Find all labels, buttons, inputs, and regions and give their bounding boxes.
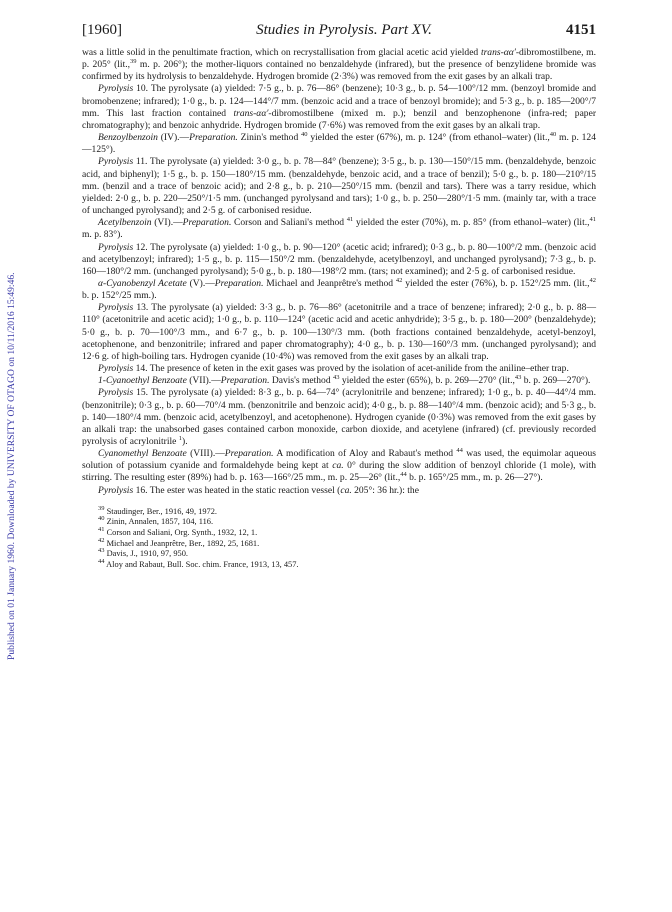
text-run: 13. The pyrolysate (a) yielded: 3·3 g., b. p. 76—86° (acetonitrile and a trace of benzene; infrared); 2·0 g., b. p. 88—110° (acetonitrile and acetic acid); 1·0 g., b. p. 110—124° (acetic acid and acetic anhydride); 3·5 g., b. p. 180—200° (benzaldehyde); 5·0 g., b. p. 70—100°/3 mm., and 6·7 g., b. p. 100—130°/3 mm. (both fractions contained benzaldehyde, acetyl-benzoyl, acetophenone, and benzonitrile; infrared and paper chromatography); 4·0 g., b. p. 130—160°/3 mm. (unchanged pyrolysand); and 12·6 g. of high-boiling tars. Hydrogen cyanide (10·4%) was removed from the exit gases by an alkali trap. [82,302,596,362]
italic-text: Pyrolysis [98,241,134,253]
text-run: b. p. 269—270°). [521,375,591,387]
text-run: 14. The presence of keten in the exit gases was proved by the isolation of acet-anilide from the aniline–ether trap. [133,363,569,375]
paragraph [82,242,596,278]
italic-text: Acetylbenzoin [98,217,152,229]
paragraph [82,448,596,484]
reference-entry [98,504,596,518]
text-run: 10. The pyrolysate (a) yielded: 7·5 g., b. p. 76—86° (benzene); 10·3 g., b. p. 54—100°/12 mm. (benzoyl bromide and bromobenzene; infrared); 1·0 g., b. p. 124—144°/7 mm. (benzoic acid and a trace of benzoyl bromide); and 5·3 g., b. p. 185—200°/7 mm. This last fraction contained [82,83,596,119]
italic-text: ca. [332,460,344,472]
header-title: Studies in Pyrolysis. Part XV. [256,22,432,38]
text-run: (VIII).— [186,448,225,460]
italic-text: ca. [340,484,352,496]
text-run: m. p. 206°); the mother-liquors contained no benzaldehyde (infrared), but the presence of benzylidene bromide was confirmed by its hydrolysis to benzaldehyde. Hydrogen bromide (2·3%) was removed from the exit gases by an alkali trap. [82,59,596,83]
text-run: (VI).— [151,217,183,229]
text-run: ). [182,436,188,447]
reference-entry [98,549,596,560]
reference-text: Aloy and Rabaut, Bull. Soc. chim. France, 1913, 13, 457. [104,559,299,569]
reference-marker: 1 [178,434,183,442]
reference-marker: 43 [514,374,522,382]
text-run: m. p. 83°). [82,229,123,241]
reference-number: 44 [98,557,105,565]
italic-text: Cyanomethyl Benzoate [98,448,187,460]
reference-marker: 43 [332,374,340,382]
text-run: (V).— [186,277,215,289]
reference-marker: 42 [395,276,403,284]
text-run: A modification of Aloy and Rabaut's method [273,448,457,460]
paragraph [82,83,596,132]
text-run: was used, the equimolar aqueous solution of potassium cyanide and formaldehyde being kept at [82,448,596,472]
text-run: was a little solid in the penultimate fraction, which on recrystallisation from glacial acetic acid yielded [82,47,481,58]
reference-marker: 44 [456,446,463,454]
reference-text: Corson and Saliani, Org. Synth., 1932, 12, 1. [104,527,258,537]
reference-number: 42 [98,536,105,544]
text-run: 11. The pyrolysate (a) yielded: 3·0 g., b. p. 78—84° (benzene); 3·5 g., b. p. 130—150°/15 mm. (benzaldehyde, benzoic acid, and biphenyl); 1·5 g., b. p. 150—180°/15 mm. (benzaldehyde, benzoic acid, and a trace of benzil); 5·0 g., b. p. 180—210°/15 mm. (benzil and a trace of benzoic acid); and 2·8 g., b. p. 210—250°/15 mm. (benzil and tars). There was a tarry residue, which yielded: 2·0 g., b. p. 220—250°/1·5 mm. (unchanged pyrolysand and tars); 1·0 g., b. p. 250—280°/1·5 mm. (mainly tar, with a trace of unchanged pyrolysand); and 2·5 g. of carbonised residue. [82,156,596,217]
text-run: 205°: 36 hr.): the [351,484,419,496]
italic-text: Pyrolysis [98,484,134,496]
italic-text: Preparation. [189,132,238,144]
italic-text: Pyrolysis [98,83,134,95]
header-year: [1960] [82,22,122,38]
italic-text: Preparation. [214,277,264,289]
reference-marker: 40 [301,130,308,138]
reference-marker: 41 [589,216,596,224]
text-run: yielded the ester (76%), b. p. 152°/25 mm. (lit., [402,277,590,289]
reference-number: 40 [98,515,105,523]
reference-entry [98,517,596,528]
italic-text: trans-αα′ [233,107,269,119]
text-run: Michael and Jeanprêtre's method [263,277,396,289]
reference-marker: 39 [130,57,137,65]
paragraph [82,278,596,302]
italic-text: trans-αα′ [480,47,516,58]
paragraph [82,47,596,83]
reference-text: Michael and Jeanprêtre, Ber., 1892, 25, 1681. [104,538,260,548]
italic-text: Pyrolysis [98,387,134,399]
text-run: yielded the ester (65%), b. p. 269—270° (lit., [339,375,515,387]
paragraph [82,485,596,497]
reference-entry [98,528,596,539]
text-run: m. p. 124—125°). [82,132,596,156]
italic-text: Pyrolysis [98,156,134,168]
running-header [82,22,596,39]
italic-text: Pyrolysis [98,302,134,314]
download-watermark: Published on 01 January 1960. Downloaded by UNIVERSITY OF OTAGO on 10/11/2016 15:49:46. [6,272,17,660]
italic-text: Pyrolysis [98,363,134,375]
reference-text: Staudinger, Ber., 1916, 49, 1972. [104,506,217,516]
reference-entry [98,536,596,550]
text-run: yielded the ester (67%), m. p. 124° (from ethanol–water) (lit., [307,132,550,144]
paragraph [82,387,596,448]
italic-text: Preparation. [220,375,270,387]
text-run: (IV).— [157,132,190,144]
text-run: -dibromostilbene (mixed m. p.); benzil and benzophenone (infra-red; paper chromatography); and benzoic anhydride. Hydrogen bromide (7·6%) was removed from the exit gases by an alkali trap. [82,107,596,131]
italic-text: Benzoylbenzoin [98,132,158,144]
text-run: b. p. 152°/25 mm.). [82,290,157,302]
page-number: 4151 [565,22,596,38]
italic-text: α-Cyanobenzyl Acetate [98,277,187,289]
reference-number: 43 [98,547,105,555]
paragraph [82,302,596,363]
text-run: 16. The ester was heated in the static reaction vessel ( [133,484,341,496]
text-run: 12. The pyrolysate (a) yielded: 1·0 g., b. p. 90—120° (acetic acid; infrared); 0·3 g., b. p. 80—100°/2 mm. (benzoic acid and acetylbenzoyl; infrared); 1·5 g., b. p. 115—150°/2 mm. (benzaldehyde, acetylbenzoyl, and unchanged pyrolysand); 7·3 g., b. p. 160—180°/2 mm. (unchanged pyrolysand); 5·0 g., b. p. 180—198°/2 mm. (tars; not examined); and 2·5 g. of carbonised residue. [82,241,596,277]
reference-entry [98,557,596,571]
text-run: 0° during the slow addition of benzoyl chloride (1 mole), with stirring. The resulting ester (89%) had b. p. 163—166°/25 mm., m. p. 25—26° (lit., [82,460,596,484]
italic-text: 1-Cyanoethyl Benzoate [98,375,187,387]
text-run: Corson and Saliani's method [231,217,347,229]
reference-marker: 44 [400,471,407,479]
paragraph [82,156,596,217]
text-run: b. p. 165°/25 mm., m. p. 26—27°). [406,472,543,484]
page [82,22,596,570]
footnote-references [98,504,596,571]
reference-marker: 40 [549,130,557,138]
reference-text: Zinin, Annalen, 1857, 104, 116. [104,517,214,527]
paragraph [82,217,596,241]
reference-number: 41 [98,526,105,534]
reference-text: Davis, J., 1910, 97, 950. [104,549,189,559]
paragraph [82,132,596,156]
text-run: 15. The pyrolysate (a) yielded: 8·3 g., b. p. 64—74° (acrylonitrile and benzene; infrared); 1·0 g., b. p. 40—44°/4 mm. (benzonitrile); 0·3 g., b. p. 60—70°/4 mm. (benzonitrile and benzoic acid); 4·0 g., b. p. 88—140°/4 mm. (benzoic acid); and 5·3 g., b. p. 140—180°/4 mm. (benzoic acid, acetylbenzoyl, and acetophenone). Hydrogen cyanide (0·3%) was removed from the exit gases by an alkali trap: the unabsorbed gases contained carbon monoxide, carbon dioxide, and acetylene (infrared) (cf. previously recorded pyrolysis of acrylonitrile [82,387,596,447]
reference-marker: 41 [346,216,354,224]
text-run: Davis's method [269,375,333,387]
italic-text: Preparation. [182,217,232,229]
italic-text: Preparation. [224,448,274,460]
text-run: (VII).— [186,375,221,387]
text-run: Zinin's method [237,132,302,144]
paragraph [82,375,596,387]
reference-marker: 42 [589,276,596,284]
text-run: yielded the ester (70%), m. p. 85° (from ethanol–water) (lit., [353,217,590,229]
article-body [82,47,596,497]
text-run: -dibromostilbene, m. p. 205° (lit., [82,47,596,71]
reference-number: 39 [98,504,105,512]
